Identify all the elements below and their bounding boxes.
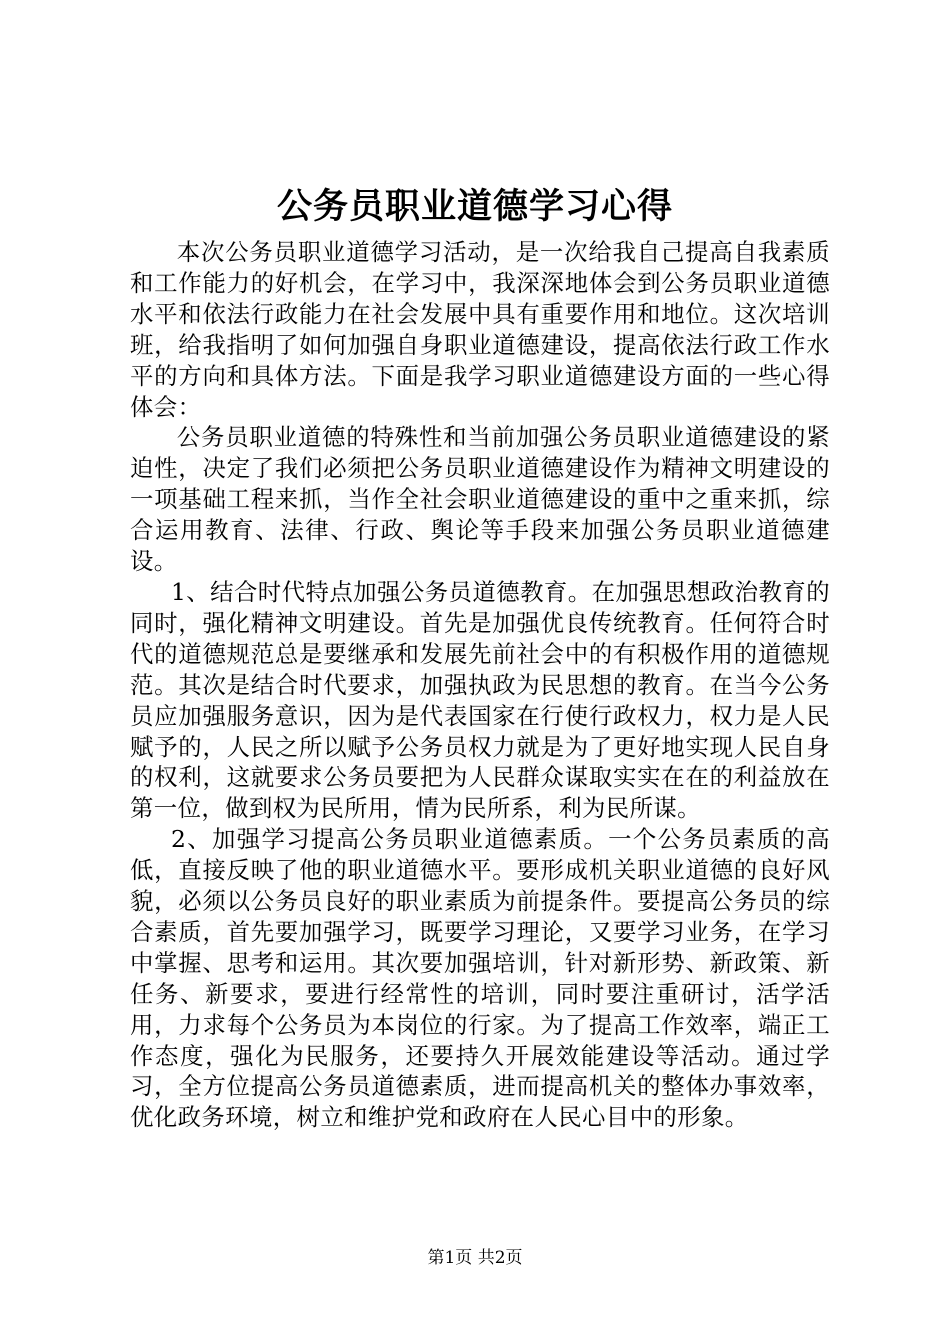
paragraph-intro: 本次公务员职业道德学习活动，是一次给我自己提高自我素质和工作能力的好机会，在学习中，我深深地体会到公务员职业道德水平和依法行政能力在社会发展中具有重要作用和地位。这次培训班，给我指明了如何加强自身职业道德建设，提高依法行政工作水平的方向和具体方法。下面是我学习职业道德建设方面的一些心得体会： (130, 238, 830, 421)
paragraph-point-1: 1、结合时代特点加强公务员道德教育。在加强思想政治教育的同时，强化精神文明建设。首先是加强优良传统教育。任何符合时代的道德规范总是要继承和发展先前社会中的有积极作用的道德规范。其次是结合时代要求，加强执政为民思想的教育。在当今公务员应加强服务意识，因为是代表国家在行使行政权力，权力是人民赋予的，人民之所以赋予公务员权力就是为了更好地实现人民自身的权利，这就要求公务员要把为人民群众谋取实实在在的利益放在第一位，做到权为民所用，情为民所系，利为民所谋。 (130, 577, 830, 823)
paragraph-point-2: 2、加强学习提高公务员职业道德素质。一个公务员素质的高低，直接反映了他的职业道德水平。要形成机关职业道德的良好风貌，必须以公务员良好的职业素质为前提条件。要提高公务员的综合素质，首先要加强学习，既要学习理论，又要学习业务，在学习中掌握、思考和运用。其次要加强培训，针对新形势、新政策、新任务、新要求，要进行经常性的培训，同时要注重研讨，活学活用，力求每个公务员为本岗位的行家。为了提高工作效率，端正工作态度，强化为民服务，还要持久开展效能建设等活动。通过学习，全方位提高公务员道德素质，进而提高机关的整体办事效率，优化政务环境，树立和维护党和政府在人民心目中的形象。 (130, 825, 830, 1132)
document-body (130, 237, 830, 1133)
paragraph-urgency: 公务员职业道德的特殊性和当前加强公务员职业道德建设的紧迫性，决定了我们必须把公务员职业道德建设作为精神文明建设的一项基础工程来抓，当作全社会职业道德建设的重中之重来抓，综合运用教育、法律、行政、舆论等手段来加强公务员职业道德建设。 (130, 423, 830, 576)
page-number-footer: 第1页 共2页 (427, 1248, 523, 1268)
document-title: 公务员职业道德学习心得 (276, 186, 673, 227)
